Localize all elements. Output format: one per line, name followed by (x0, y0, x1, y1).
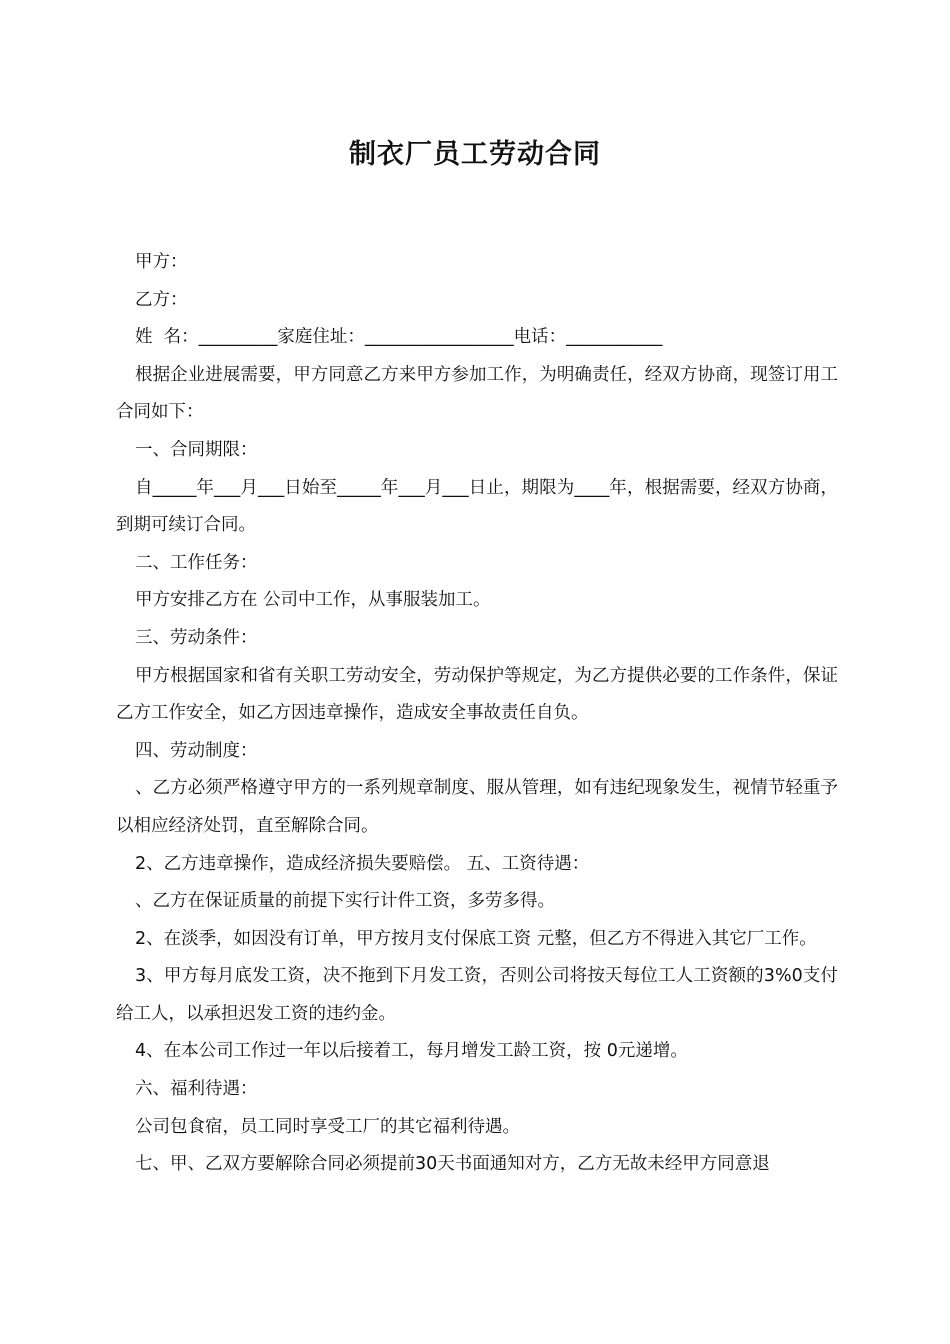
section-heading-conditions: 三、劳动条件： (135, 627, 258, 648)
wages-item-1: 、乙方在保证质量的前提下实行计件工资，多劳多得。 (135, 891, 555, 912)
term-paragraph: 自_____年___月___日始至_____年___月___日止，期限为____年，根据需要，经双方协商，到期可续订合同。 (116, 477, 838, 536)
document-title: 制衣厂员工劳动合同 (349, 139, 601, 170)
personal-info-line: 姓 名：_________家庭住址：_________________电话：___________ (135, 327, 663, 348)
wages-item-2: 2、在淡季，如因没有订单，甲方按月支付保底工资 元整，但乙方不得进入其它厂工作。 (135, 928, 817, 949)
benefits-paragraph: 公司包食宿，员工同时享受工厂的其它福利待遇。 (135, 1116, 520, 1137)
wages-item-3: 3、甲方每月底发工资，决不拖到下月发工资，否则公司将按天每位工人工资额的3%0支付给工人，以承担迟发工资的违约金。 (116, 966, 838, 1024)
rules-item-2-and-wages-heading: 2、乙方违章操作，造成经济损失要赔偿。 五、工资待遇： (135, 853, 590, 874)
preamble-paragraph: 根据企业进展需要，甲方同意乙方来甲方参加工作，为明确责任，经双方协商，现签订用工合同如下： (116, 364, 838, 423)
rules-item-1: 、乙方必须严格遵守甲方的一系列规章制度、服从管理，如有违纪现象发生，视情节轻重予以相应经济处罚，直至解除合同。 (116, 778, 838, 836)
section-heading-term: 一、合同期限： (135, 439, 258, 460)
section-heading-benefits: 六、福利待遇： (135, 1079, 258, 1100)
section-heading-tasks: 二、工作任务： (135, 552, 258, 573)
termination-paragraph: 七、甲、乙双方要解除合同必须提前30天书面通知对方，乙方无故未经甲方同意退 (135, 1154, 770, 1175)
section-heading-rules: 四、劳动制度： (135, 740, 258, 761)
conditions-paragraph: 甲方根据国家和省有关职工劳动安全，劳动保护等规定，为乙方提供必要的工作条件，保证乙方工作安全，如乙方因违章操作，造成安全事故责任自负。 (116, 665, 838, 724)
party-a-line: 甲方： (135, 252, 188, 272)
document-body (116, 244, 838, 1184)
tasks-paragraph: 甲方安排乙方在 公司中工作，从事服装加工。 (135, 590, 491, 611)
party-b-line: 乙方： (135, 289, 188, 310)
wages-item-4: 4、在本公司工作过一年以后接着工，每月增发工龄工资，按 0元递增。 (135, 1041, 688, 1062)
